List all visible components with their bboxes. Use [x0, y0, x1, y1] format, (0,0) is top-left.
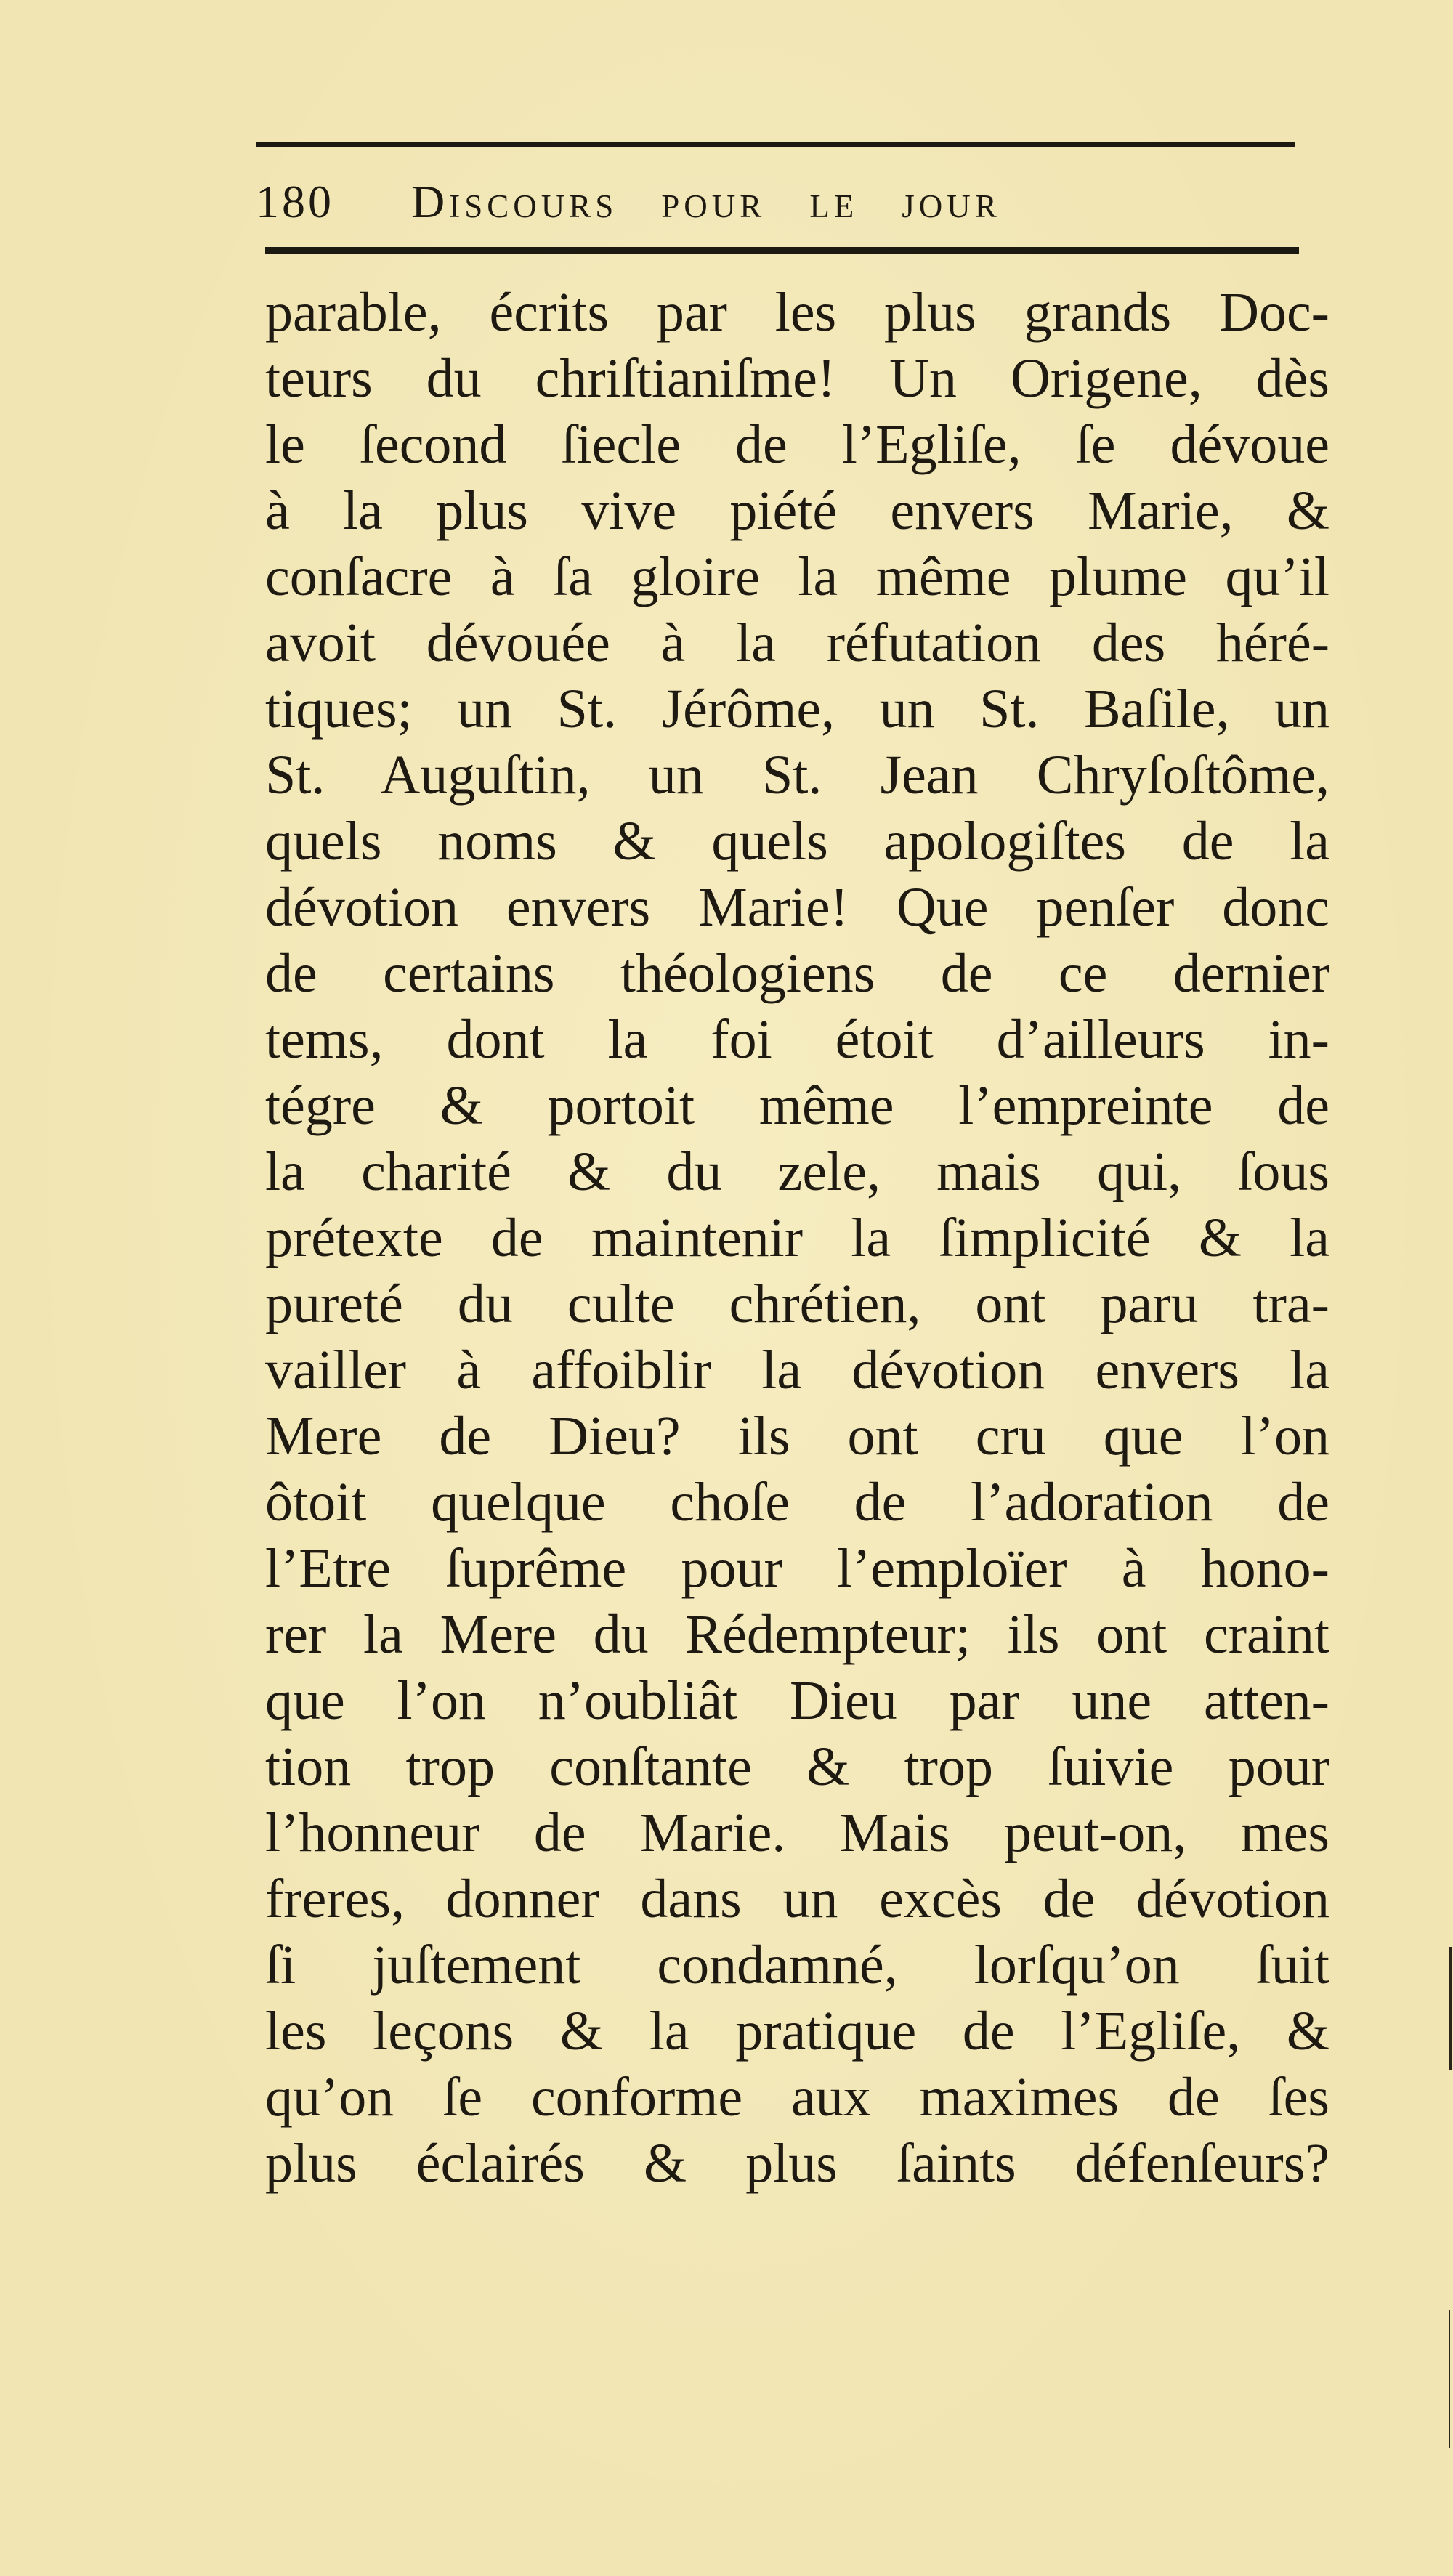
text-line: les leçons & la pratique de l’Egliſe, & — [265, 2001, 1329, 2062]
running-title: Discours pour le jour — [411, 176, 1001, 227]
text-line: dévotion envers Marie! Que penſer donc — [265, 877, 1329, 938]
text-line: la charité & du zele, mais qui, ſous — [265, 1141, 1329, 1202]
text-line: l’Etre ſuprême pour l’emploïer à hono- — [265, 1538, 1329, 1599]
text-line: teurs du chriſtianiſme! Un Origene, dès — [265, 348, 1329, 409]
text-line: quels noms & quels apologiſtes de la — [265, 811, 1329, 872]
text-line: plus éclairés & plus ſaints défenſeurs? — [265, 2133, 1329, 2194]
text-line: de certains théologiens de ce dernier — [265, 943, 1329, 1004]
text-line: freres, donner dans un excès de dévotion — [265, 1868, 1329, 1929]
running-head — [256, 166, 1302, 238]
page-edge-shadow — [1449, 1947, 1452, 2070]
text-line: parable, écrits par les plus grands Doc- — [265, 282, 1329, 343]
text-line: prétexte de maintenir la ſimplicité & la — [265, 1207, 1329, 1268]
text-line: rer la Mere du Rédempteur; ils ont craint — [265, 1604, 1329, 1665]
text-line: tion trop conſtante & trop ſuivie pour — [265, 1736, 1329, 1797]
page-edge-shadow — [1449, 2310, 1450, 2448]
text-line: le ſecond ſiecle de l’Egliſe, ſe dévoue — [265, 414, 1329, 475]
text-line: Mere de Dieu? ils ont cru que l’on — [265, 1406, 1329, 1467]
text-line: qu’on ſe conforme aux maximes de ſes — [265, 2067, 1329, 2128]
text-line: pureté du culte chrétien, ont paru tra- — [265, 1273, 1329, 1334]
text-line: avoit dévouée à la réfutation des héré- — [265, 612, 1329, 673]
text-line: l’honneur de Marie. Mais peut-on, mes — [265, 1802, 1329, 1863]
text-line: St. Auguſtin, un St. Jean Chryſoſtôme, — [265, 745, 1329, 806]
text-line: ôtoit quelque choſe de l’adoration de — [265, 1472, 1329, 1533]
header-rule-bottom — [265, 247, 1299, 254]
page-number: 180 — [256, 176, 334, 227]
text-line: ſi juſtement condamné, lorſqu’on ſuit — [265, 1935, 1329, 1996]
text-line: tems, dont la foi étoit d’ailleurs in- — [265, 1009, 1329, 1070]
text-line: conſacre à ſa gloire la même plume qu’il — [265, 546, 1329, 607]
header-rule-top — [256, 142, 1295, 147]
text-line: à la plus vive piété envers Marie, & — [265, 480, 1329, 541]
text-line: tégre & portoit même l’empreinte de — [265, 1075, 1329, 1136]
text-line: tiques; un St. Jérôme, un St. Baſile, un — [265, 679, 1329, 740]
text-line: vailler à affoiblir la dévotion envers la — [265, 1340, 1329, 1401]
body-text — [265, 280, 1329, 2197]
text-line: que l’on n’oubliât Dieu par une atten- — [265, 1670, 1329, 1731]
